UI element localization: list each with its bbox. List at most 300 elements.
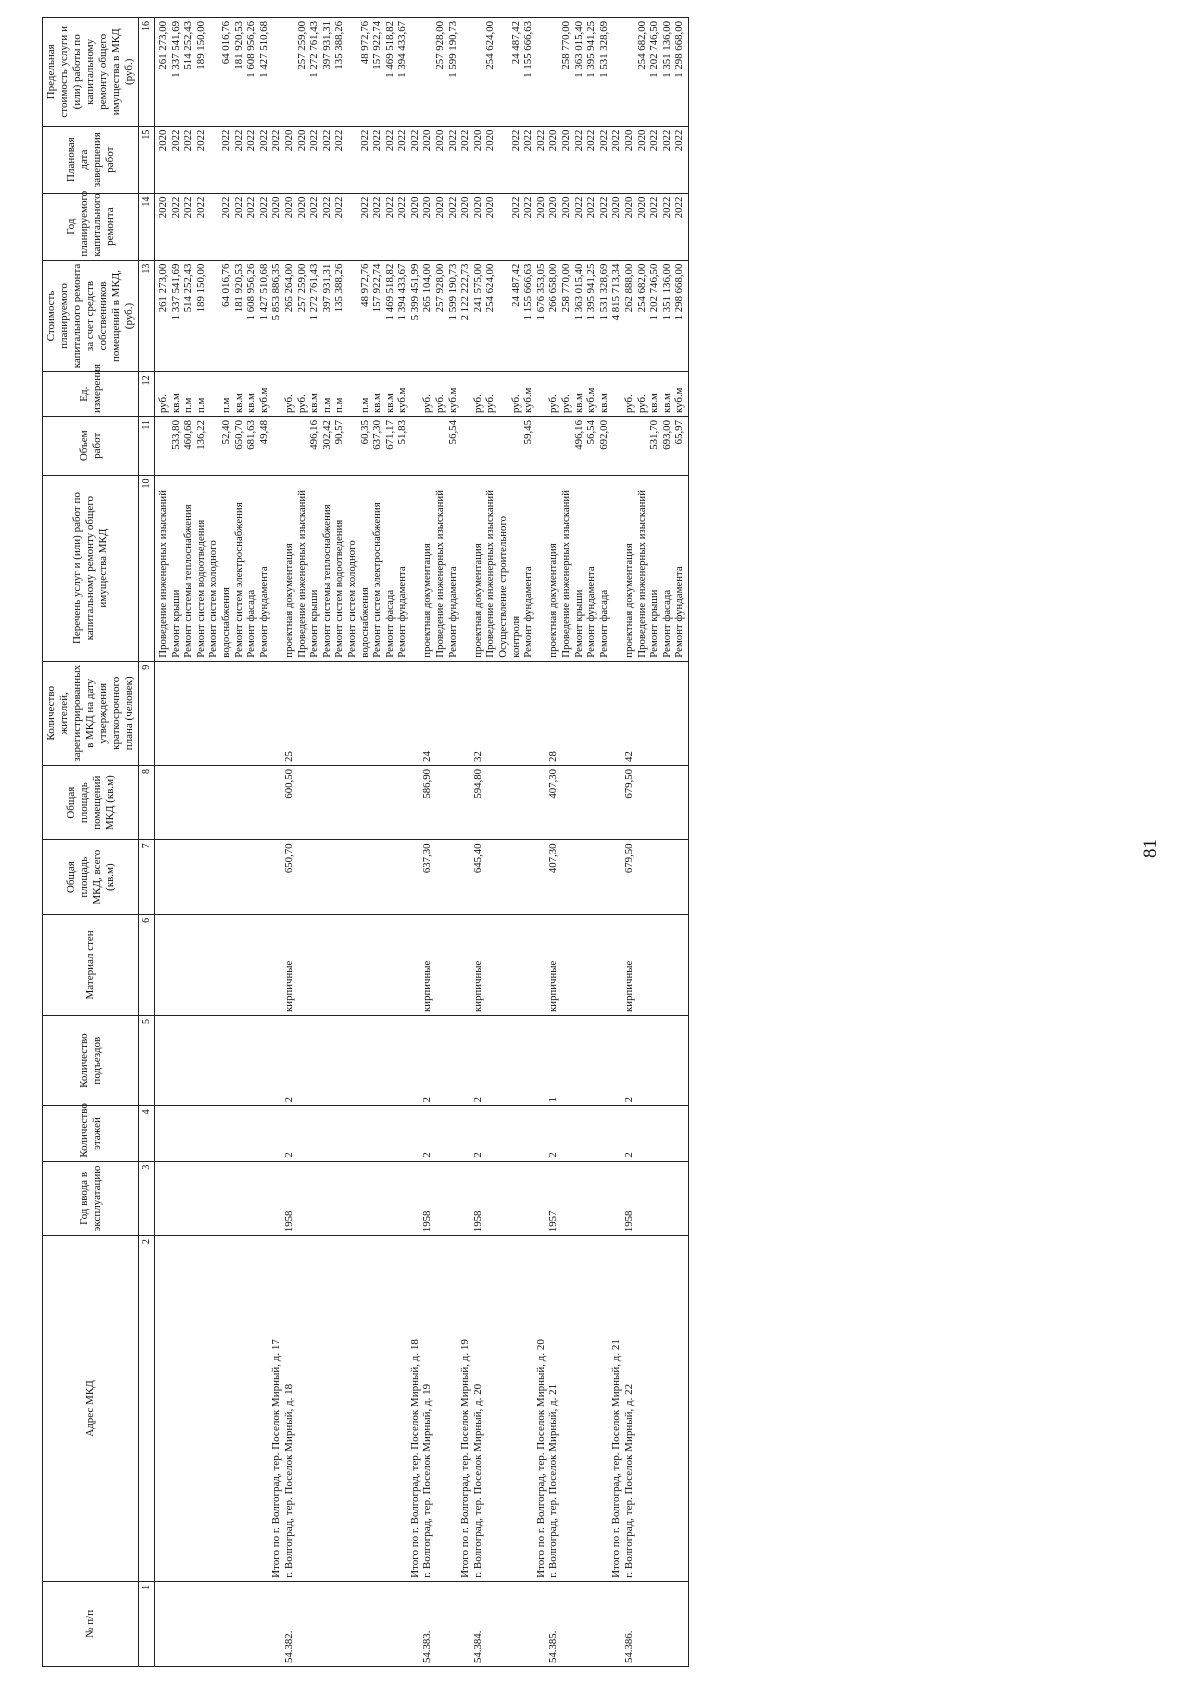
- row-spacer: [409, 1019, 422, 1102]
- row-spacer: [270, 843, 283, 910]
- row-spacer: [447, 1585, 460, 1663]
- row-spacer: [371, 1239, 384, 1578]
- row-spacer: [333, 1019, 346, 1102]
- row-spacer: [434, 769, 447, 836]
- row-spacer: [610, 769, 623, 836]
- row-spacer: [396, 1165, 409, 1232]
- row-spacer: [673, 1109, 686, 1157]
- work-repair-year: 2022: [194, 196, 207, 219]
- row-spacer: [258, 1109, 271, 1157]
- cell-rooms-areas: [155, 765, 689, 839]
- row-spacer: [182, 1109, 195, 1157]
- year-built: 1958: [622, 1210, 635, 1233]
- row-spacer: [610, 918, 623, 1012]
- header-works: Перечень услуг и (или) работ по капитальному ремонту общего имущества МКД: [43, 475, 139, 661]
- row-spacer: [333, 769, 346, 836]
- work-repair-year: 2020: [295, 196, 308, 219]
- row-spacer: [661, 769, 674, 836]
- row-spacer: [207, 769, 232, 836]
- total-end-date: 2022: [610, 129, 623, 152]
- row-spacer: [245, 769, 258, 836]
- work-limit-cost: 1 599 190,73: [446, 21, 459, 78]
- mkd-address: г. Волгоград, тер. Поселок Мирный, д. 18: [282, 1383, 295, 1578]
- row-spacer: [270, 21, 283, 123]
- row-spacer: [182, 1239, 195, 1578]
- work-cost: 258 770,00: [560, 263, 572, 313]
- row-spacer: [535, 1019, 548, 1102]
- row-spacer: [459, 918, 472, 1012]
- wall-material: кирпичные: [622, 960, 635, 1012]
- column-number: 10: [139, 475, 155, 661]
- header-year-built: Год ввода в эксплуатацию: [43, 1161, 139, 1235]
- row-spacer: [182, 843, 195, 910]
- row-spacer: [610, 420, 623, 472]
- column-number: 12: [139, 372, 155, 417]
- work-end-date: 2022: [522, 129, 535, 152]
- work-name: Ремонт фасада: [245, 589, 258, 658]
- row-spacer: [170, 665, 183, 762]
- row-spacer: [333, 843, 346, 910]
- row-spacer: [497, 1109, 522, 1157]
- row-spacer: [636, 1239, 649, 1578]
- row-spacer: [522, 1585, 535, 1663]
- work-repair-year: 2022: [169, 196, 182, 219]
- row-spacer: [157, 769, 170, 836]
- row-spacer: [673, 1585, 686, 1663]
- work-end-date: 2022: [660, 129, 673, 152]
- row-spacer: [673, 1165, 686, 1232]
- row-spacer: [207, 130, 220, 190]
- work-unit: руб.: [295, 394, 308, 414]
- work-volume: 671,17: [383, 420, 396, 450]
- row-spacer: [636, 769, 649, 836]
- row-spacer: [497, 1019, 522, 1102]
- row-spacer: [207, 1585, 232, 1663]
- work-end-date: 2020: [434, 129, 447, 152]
- row-spacer: [409, 375, 422, 413]
- row-spacer: [207, 21, 220, 123]
- work-repair-year: 2022: [320, 196, 333, 219]
- work-unit: руб.: [622, 394, 635, 414]
- work-unit: куб.м: [585, 387, 598, 414]
- work-name: проектная документация: [421, 543, 434, 658]
- row-spacer: [346, 918, 371, 1012]
- cell-walls: [155, 914, 689, 1015]
- row-spacer: [170, 843, 183, 910]
- work-cost: 24 487,42: [509, 263, 522, 307]
- work-limit-cost: [623, 21, 636, 123]
- row-spacer: [585, 769, 598, 836]
- work-name: Ремонт систем электроснабжения: [232, 502, 245, 658]
- work-unit: кв.м: [308, 393, 321, 414]
- row-spacer: [207, 264, 220, 369]
- floors-count: 2: [421, 1152, 434, 1158]
- work-volume: [484, 420, 497, 472]
- work-limit-cost: 1 363 015,40: [572, 21, 585, 78]
- work-volume: [157, 420, 170, 472]
- rooms-area: 600,50: [282, 768, 295, 799]
- row-spacer: [396, 1585, 409, 1663]
- row-spacer: [535, 665, 548, 762]
- row-spacer: [522, 918, 535, 1012]
- row-spacer: [560, 1019, 573, 1102]
- row-spacer: [321, 1019, 334, 1102]
- work-repair-year: 2022: [660, 196, 673, 219]
- row-spacer: [673, 1019, 686, 1102]
- row-spacer: [258, 1165, 271, 1232]
- row-spacer: [598, 1239, 611, 1578]
- row-spacer: [648, 1585, 661, 1663]
- total-end-date: 2022: [459, 129, 472, 152]
- row-spacer: [245, 1019, 258, 1102]
- row-spacer: [207, 843, 232, 910]
- row-spacer: [447, 1019, 460, 1102]
- row-spacer: [661, 665, 674, 762]
- total-year: 2020: [270, 196, 283, 219]
- total-label: Итого по г. Волгоград, тер. Поселок Мирный, д. 18: [408, 1339, 421, 1578]
- row-spacer: [522, 1109, 535, 1157]
- cell-costs: [155, 260, 689, 372]
- work-unit: руб.: [282, 394, 295, 414]
- row-spacer: [636, 843, 649, 910]
- row-spacer: [333, 665, 346, 762]
- row-spacer: [447, 1239, 460, 1578]
- row-spacer: [484, 843, 497, 910]
- work-name: Ремонт системы теплоснабжения: [320, 504, 333, 658]
- row-spacer: [396, 1019, 409, 1102]
- cell-total-areas: [155, 840, 689, 914]
- work-cost: 181 920,53: [232, 263, 245, 313]
- row-spacer: [371, 665, 384, 762]
- row-spacer: [321, 1109, 334, 1157]
- row-spacer: [195, 1585, 208, 1663]
- work-cost: 1 469 518,82: [383, 263, 396, 321]
- row-spacer: [497, 375, 510, 413]
- row-spacer: [296, 1585, 309, 1663]
- work-limit-cost: [472, 21, 485, 123]
- row-spacer: [396, 665, 409, 762]
- column-number: 8: [139, 765, 155, 839]
- row-spacer: [648, 843, 661, 910]
- row-spacer: [396, 1239, 409, 1578]
- work-cost: 1 202 746,50: [648, 263, 661, 321]
- row-spacer: [434, 1239, 447, 1578]
- work-name: Проведение инженерных изысканий: [434, 490, 447, 658]
- row-spacer: [535, 769, 548, 836]
- row-spacer: [661, 1585, 674, 1663]
- row-spacer: [346, 665, 371, 762]
- work-name: Осуществление строительного контроля: [497, 515, 522, 658]
- row-spacer: [673, 1239, 686, 1578]
- row-spacer: [497, 197, 510, 257]
- row-spacer: [560, 1109, 573, 1157]
- wall-material: кирпичные: [547, 960, 560, 1012]
- row-spacer: [258, 1019, 271, 1102]
- work-repair-year: 2022: [446, 196, 459, 219]
- header-floors: Количество этажей: [43, 1106, 139, 1161]
- row-spacer: [673, 843, 686, 910]
- row-spacer: [207, 1239, 232, 1578]
- row-spacer: [585, 918, 598, 1012]
- cell-years-built: [155, 1161, 689, 1235]
- row-spacer: [661, 843, 674, 910]
- floors-count: 2: [622, 1152, 635, 1158]
- work-volume: [434, 420, 447, 472]
- row-spacer: [459, 21, 472, 123]
- header-unit: Ед. измерения: [43, 372, 139, 417]
- work-volume: 496,16: [572, 420, 585, 450]
- work-volume: [510, 420, 523, 472]
- row-spacer: [396, 1109, 409, 1157]
- work-limit-cost: 189 150,00: [194, 21, 207, 70]
- column-number: 6: [139, 914, 155, 1015]
- work-limit-cost: 1 427 510,68: [257, 21, 270, 78]
- row-spacer: [270, 375, 283, 413]
- work-cost: 64 016,76: [219, 263, 232, 307]
- work-volume: [547, 420, 560, 472]
- work-end-date: 2020: [295, 129, 308, 152]
- row-spacer: [459, 665, 472, 762]
- row-spacer: [195, 1239, 208, 1578]
- row-spacer: [308, 1585, 321, 1663]
- row-spacer: [371, 843, 384, 910]
- row-spacer: [610, 1019, 623, 1102]
- work-repair-year: 2022: [308, 196, 321, 219]
- row-spacer: [182, 1165, 195, 1232]
- row-spacer: [182, 665, 195, 762]
- header-residents: Количество жителей, зарегистрированных в МКД на дату утверждения краткосрочного плана (человек): [43, 661, 139, 765]
- row-spacer: [447, 918, 460, 1012]
- row-spacer: [308, 843, 321, 910]
- row-spacer: [484, 769, 497, 836]
- work-cost: 1 298 668,00: [673, 263, 686, 321]
- entrances-count: 2: [622, 1096, 635, 1103]
- work-limit-cost: 1 608 956,26: [245, 21, 258, 78]
- row-spacer: [447, 1109, 460, 1157]
- row-spacer: [598, 1585, 611, 1663]
- row-spacer: [384, 1109, 397, 1157]
- work-unit: руб.: [484, 394, 497, 414]
- work-cost: 1 337 541,69: [169, 263, 182, 321]
- work-repair-year: 2020: [622, 196, 635, 219]
- work-volume: [636, 420, 649, 472]
- work-repair-year: 2020: [547, 196, 560, 219]
- row-spacer: [535, 375, 548, 413]
- work-limit-cost: 1 272 761,43: [308, 21, 321, 78]
- row-spacer: [333, 1165, 346, 1232]
- work-repair-year: 2022: [648, 196, 661, 219]
- row-spacer: [270, 420, 283, 472]
- row-spacer: [459, 843, 472, 910]
- cell-units: [155, 372, 689, 417]
- work-end-date: 2022: [308, 129, 321, 152]
- row-spacer: [648, 1109, 661, 1157]
- work-cost: 48 972,76: [358, 263, 371, 307]
- row-spacer: [409, 1585, 422, 1663]
- entrances-count: 2: [421, 1096, 434, 1103]
- work-end-date: 2022: [648, 129, 661, 152]
- mkd-address: г. Волгоград, тер. Поселок Мирный, д. 20: [471, 1383, 484, 1578]
- work-name: Проведение инженерных изысканий: [560, 490, 572, 658]
- row-spacer: [170, 918, 183, 1012]
- row-spacer: [535, 1585, 548, 1663]
- row-spacer: [598, 769, 611, 836]
- work-limit-cost: 254 682,00: [635, 21, 648, 70]
- work-repair-year: 2022: [597, 196, 610, 219]
- row-spacer: [409, 665, 422, 762]
- work-limit-cost: 1 394 433,67: [396, 21, 409, 78]
- row-number: 54.383.: [421, 1630, 434, 1663]
- work-volume: 496,16: [308, 420, 321, 450]
- work-unit: кв.м: [660, 393, 673, 414]
- row-spacer: [610, 1585, 623, 1663]
- row-spacer: [636, 1585, 649, 1663]
- work-end-date: 2022: [572, 129, 585, 152]
- row-spacer: [535, 21, 548, 123]
- row-spacer: [585, 843, 598, 910]
- row-spacer: [245, 1109, 258, 1157]
- work-repair-year: 2020: [471, 196, 484, 219]
- work-end-date: 2022: [597, 129, 610, 152]
- work-limit-cost: 397 931,31: [320, 21, 333, 70]
- work-volume: 302,42: [320, 420, 333, 450]
- row-spacer: [673, 918, 686, 1012]
- work-unit: руб.: [509, 394, 522, 414]
- header-cost: Стоимость планируемого капитального ремонта за счет средств собственников помещений в МКД, (руб.): [43, 260, 139, 372]
- row-spacer: [648, 1165, 661, 1232]
- work-volume: 56,54: [446, 420, 459, 445]
- work-unit: куб.м: [522, 387, 535, 414]
- row-spacer: [585, 1109, 598, 1157]
- row-spacer: [371, 1019, 384, 1102]
- row-spacer: [585, 1585, 598, 1663]
- work-volume: [421, 420, 434, 472]
- work-cost: 265 264,00: [282, 263, 295, 313]
- row-spacer: [195, 843, 208, 910]
- total-cost: 5 399 451,99: [408, 263, 421, 321]
- column-number: 1: [139, 1581, 155, 1666]
- row-spacer: [296, 843, 309, 910]
- work-volume: 136,22: [194, 420, 207, 450]
- column-number: 13: [139, 260, 155, 372]
- header-number: № п/п: [43, 1581, 139, 1666]
- work-volume: [560, 420, 573, 472]
- row-spacer: [245, 918, 258, 1012]
- work-volume: 460,68: [182, 420, 195, 450]
- work-name: Проведение инженерных изысканий: [295, 490, 308, 658]
- header-entrances: Количество подъездов: [43, 1015, 139, 1105]
- work-limit-cost: 1 351 136,00: [660, 21, 673, 78]
- row-spacer: [346, 264, 359, 369]
- work-limit-cost: [421, 21, 434, 123]
- row-spacer: [598, 1109, 611, 1157]
- row-spacer: [484, 1019, 497, 1102]
- row-spacer: [308, 1109, 321, 1157]
- row-spacer: [195, 1019, 208, 1102]
- entrances-count: 1: [547, 1096, 560, 1103]
- row-spacer: [396, 843, 409, 910]
- row-number: 54.385.: [547, 1630, 560, 1663]
- row-spacer: [233, 1109, 246, 1157]
- cell-limit-costs: [155, 18, 689, 127]
- row-spacer: [346, 420, 359, 472]
- work-limit-cost: 181 920,53: [232, 21, 245, 70]
- row-spacer: [661, 918, 674, 1012]
- header-walls: Материал стен: [43, 914, 139, 1015]
- work-limit-cost: 24 487,42: [509, 21, 522, 65]
- row-spacer: [308, 1165, 321, 1232]
- row-spacer: [459, 1585, 472, 1663]
- total-area: 650,70: [282, 843, 295, 874]
- work-repair-year: 2020: [282, 196, 295, 219]
- residents-count: 42: [622, 751, 635, 762]
- row-spacer: [233, 843, 246, 910]
- row-spacer: [157, 843, 170, 910]
- total-area: 645,40: [471, 843, 484, 874]
- row-spacer: [333, 1109, 346, 1157]
- work-limit-cost: [283, 21, 296, 123]
- row-spacer: [484, 918, 497, 1012]
- row-spacer: [333, 1239, 346, 1578]
- total-label: Итого по г. Волгоград, тер. Поселок Мирный, д. 17: [270, 1339, 283, 1578]
- header-volume: Объем работ: [43, 417, 139, 476]
- work-end-date: 2022: [169, 129, 182, 152]
- row-spacer: [296, 918, 309, 1012]
- row-spacer: [195, 1165, 208, 1232]
- work-unit: руб.: [471, 394, 484, 414]
- row-spacer: [258, 1239, 271, 1578]
- work-limit-cost: [547, 21, 560, 123]
- work-unit: куб.м: [396, 387, 409, 414]
- row-spacer: [157, 665, 170, 762]
- wall-material: кирпичные: [471, 960, 484, 1012]
- work-unit: куб.м: [257, 387, 270, 414]
- row-spacer: [560, 843, 573, 910]
- row-number: 54.384.: [471, 1630, 484, 1663]
- work-end-date: 2020: [157, 129, 169, 152]
- cell-works: [155, 475, 689, 661]
- row-spacer: [384, 1239, 397, 1578]
- work-cost: 1 531 328,69: [597, 263, 610, 321]
- work-volume: 90,57: [333, 420, 346, 445]
- row-spacer: [535, 420, 548, 472]
- row-spacer: [346, 375, 359, 413]
- row-spacer: [484, 1239, 497, 1578]
- total-year: 2020: [459, 196, 472, 219]
- row-spacer: [157, 1239, 170, 1578]
- work-cost: 1 272 761,43: [308, 263, 321, 321]
- row-spacer: [396, 918, 409, 1012]
- row-spacer: [573, 1239, 586, 1578]
- wall-material: кирпичные: [282, 960, 295, 1012]
- total-area: 637,30: [421, 843, 434, 874]
- work-volume: 52,40: [219, 420, 232, 445]
- header-row: [43, 18, 139, 1667]
- row-spacer: [610, 843, 623, 910]
- work-end-date: 2022: [371, 129, 384, 152]
- work-repair-year: 2020: [421, 196, 434, 219]
- work-volume: [472, 420, 485, 472]
- row-spacer: [270, 769, 283, 836]
- row-spacer: [459, 769, 472, 836]
- row-spacer: [636, 1109, 649, 1157]
- row-spacer: [346, 1165, 371, 1232]
- row-spacer: [522, 843, 535, 910]
- row-spacer: [157, 1585, 170, 1663]
- row-spacer: [447, 665, 460, 762]
- row-spacer: [321, 1165, 334, 1232]
- row-spacer: [535, 479, 548, 658]
